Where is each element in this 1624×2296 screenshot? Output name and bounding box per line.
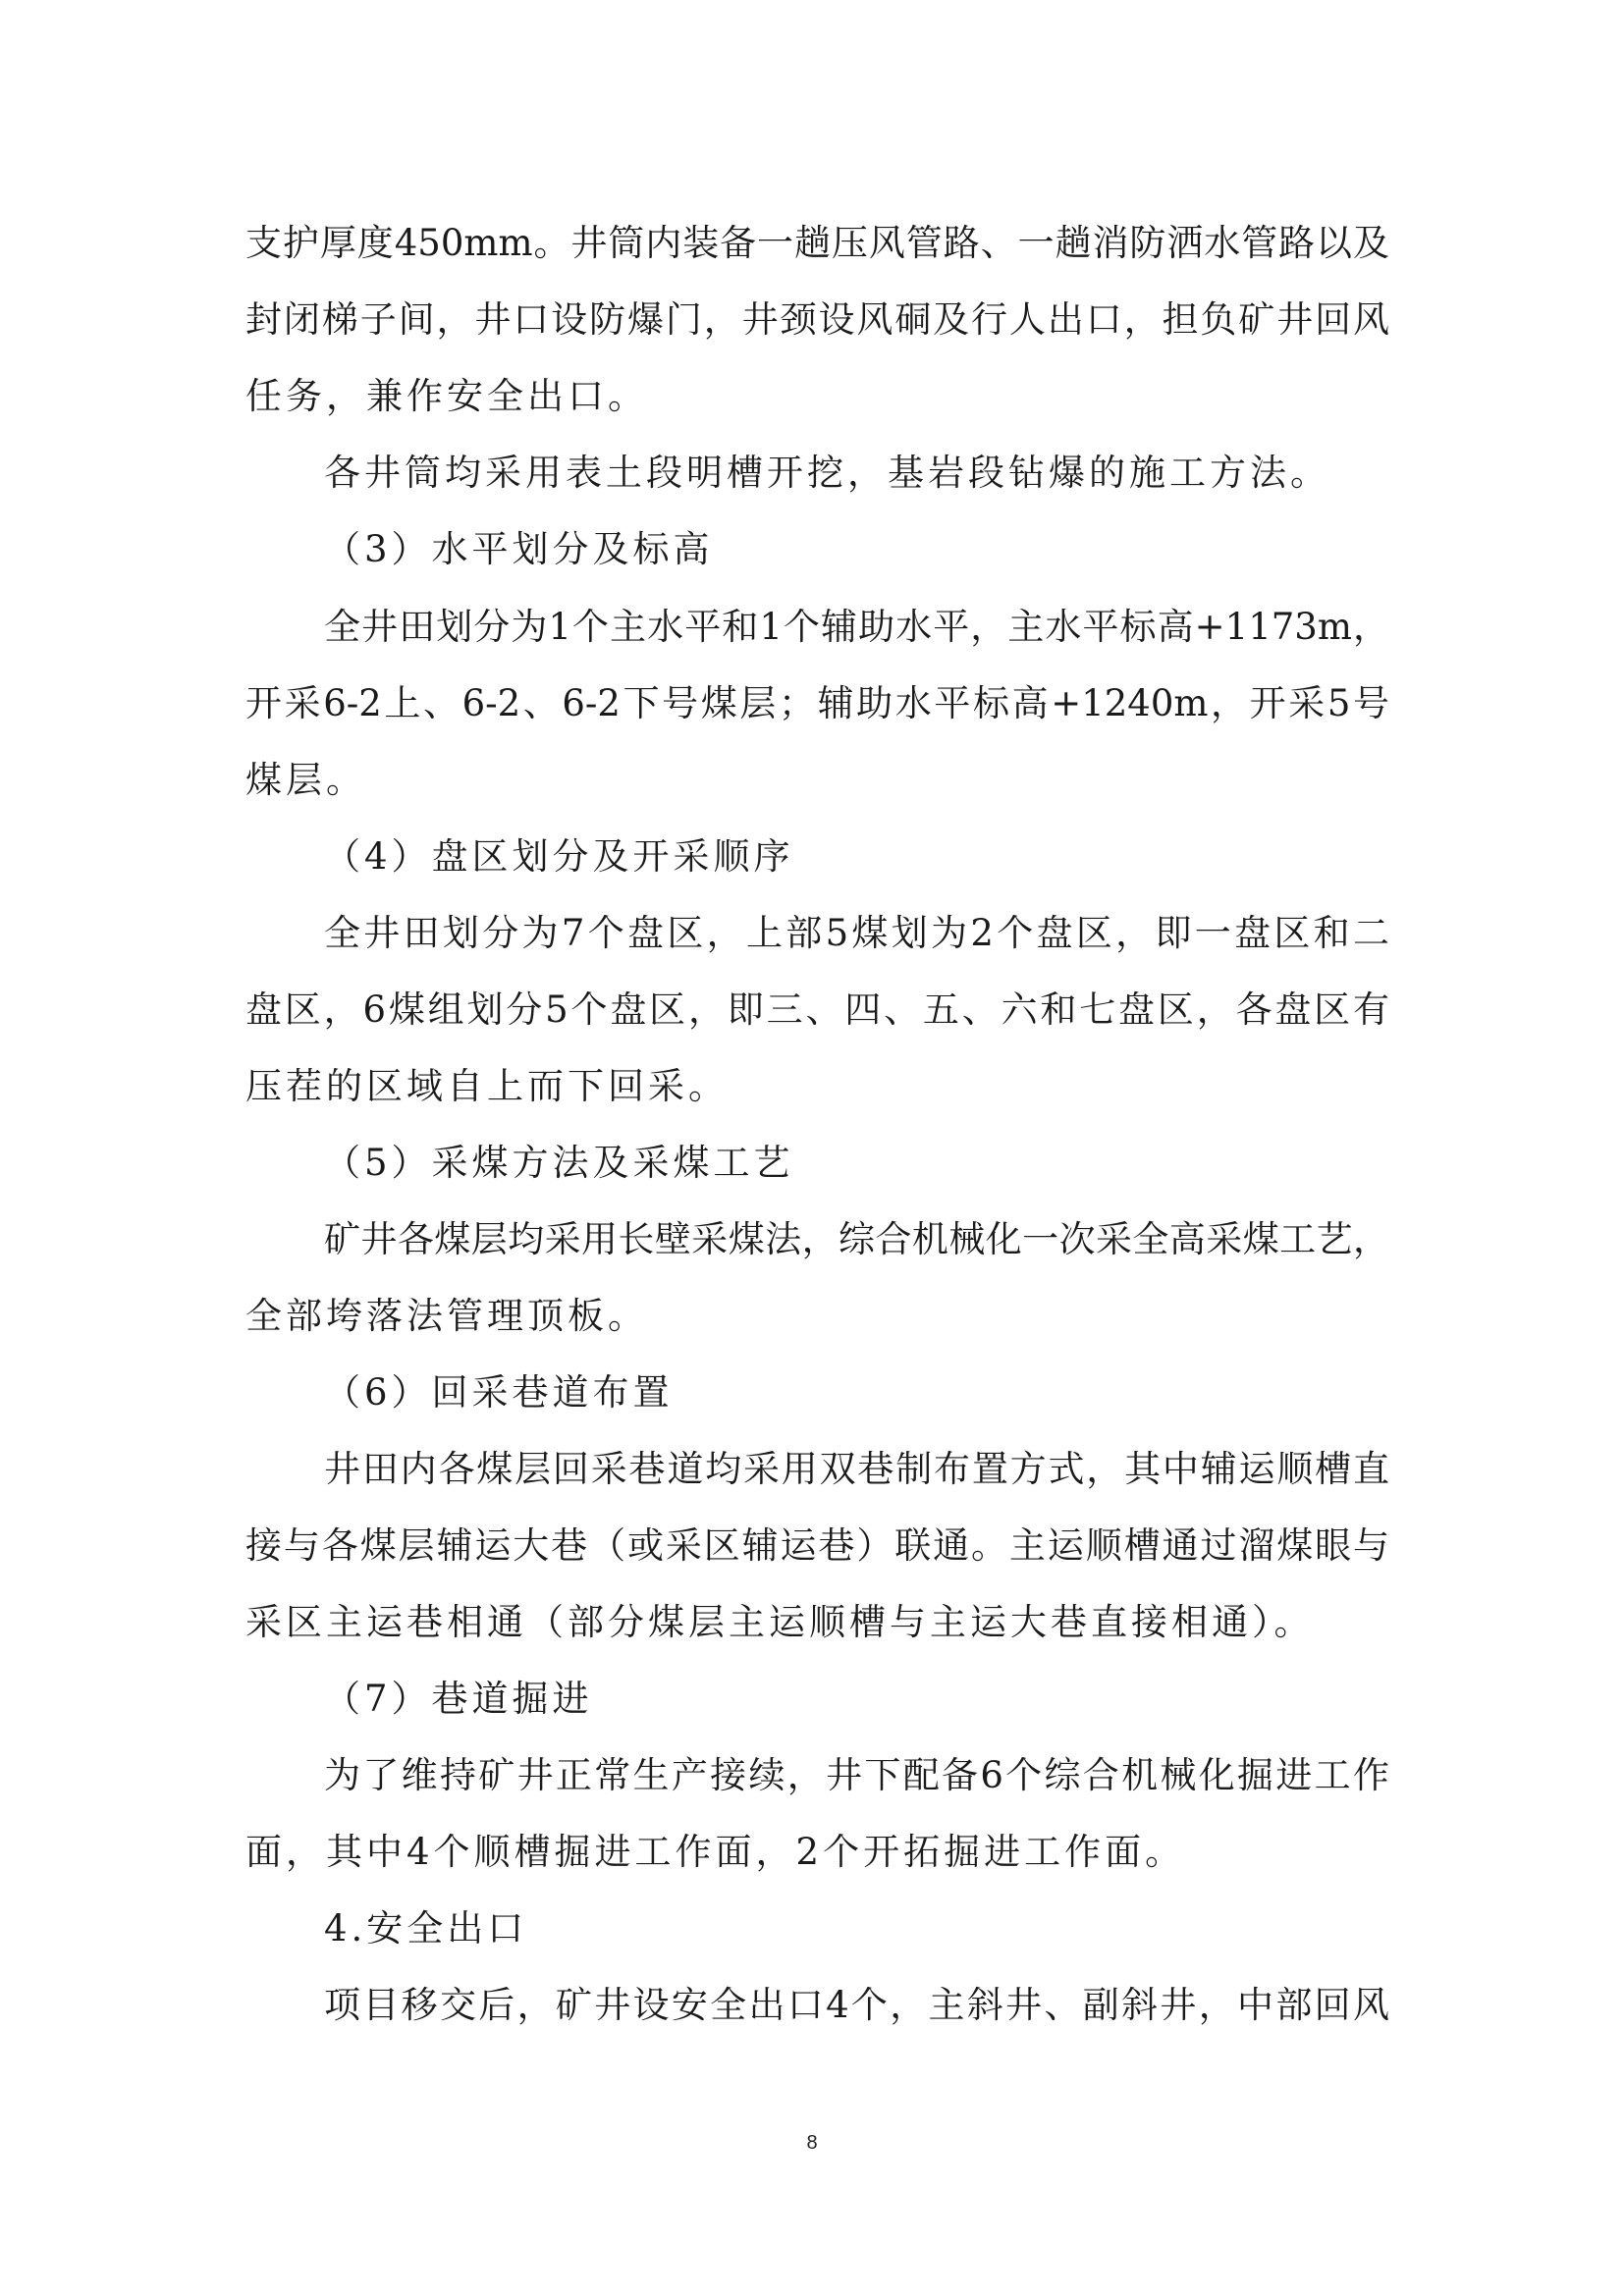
section-heading: 4.安全出口 (324, 1907, 528, 1949)
text-line: 接与各煤层辅运大巷（或采区辅运巷）联通。主运顺槽通过溜煤眼与 (245, 1524, 1389, 1567)
section-heading: （6）回采巷道布置 (324, 1371, 674, 1414)
text-line: 封闭梯子间，井口设防爆门，井颈设风硐及行人出口，担负矿井回风 (245, 298, 1389, 341)
text-line: 盘区，6煤组划分5个盘区，即三、四、五、六和七盘区，各盘区有 (245, 988, 1389, 1031)
paragraph-line: 全井田划分为1个主水平和1个辅助水平，主水平标高+1173m， (324, 606, 1389, 648)
text-line: 开采6-2上、6-2、6-2下号煤层；辅助水平标高+1240m，开采5号 (245, 682, 1389, 724)
section-heading: （4）盘区划分及开采顺序 (324, 835, 794, 878)
paragraph-line: 项目移交后，矿井设安全出口4个，主斜井、副斜井，中部回风 (324, 1984, 1389, 2026)
text-line: 支护厚度450mm。井筒内装备一趟压风管路、一趟消防洒水管路以及 (245, 222, 1389, 264)
text-line: 任务，兼作安全出口。 (245, 375, 648, 417)
section-heading: （5）采煤方法及采煤工艺 (324, 1142, 794, 1184)
section-heading: （3）水平划分及标高 (324, 528, 714, 570)
paragraph-line: 井田内各煤层回采巷道均采用双巷制布置方式，其中辅运顺槽直 (324, 1448, 1389, 1490)
text-line: 面，其中4个顺槽掘进工作面，2个开拓掘进工作面。 (245, 1831, 1186, 1873)
paragraph-line: 矿井各煤层均采用长壁采煤法，综合机械化一次采全高采煤工艺， (324, 1218, 1389, 1260)
page-number: 8 (806, 2132, 818, 2154)
paragraph-line: 为了维持矿井正常生产接续，井下配备6个综合机械化掘进工作 (324, 1754, 1389, 1796)
paragraph-line: 各井筒均采用表土段明槽开挖，基岩段钻爆的施工方法。 (324, 452, 1330, 494)
text-line: 全部垮落法管理顶板。 (245, 1295, 648, 1337)
text-line: 煤层。 (245, 759, 366, 801)
text-line: 采区主运巷相通（部分煤层主运顺槽与主运大巷直接相通）。 (245, 1601, 1315, 1643)
paragraph-line: 全井田划分为7个盘区，上部5煤划为2个盘区，即一盘区和二 (324, 912, 1389, 954)
text-line: 压茬的区域自上而下回采。 (245, 1065, 729, 1107)
section-heading: （7）巷道掘进 (324, 1678, 593, 1720)
